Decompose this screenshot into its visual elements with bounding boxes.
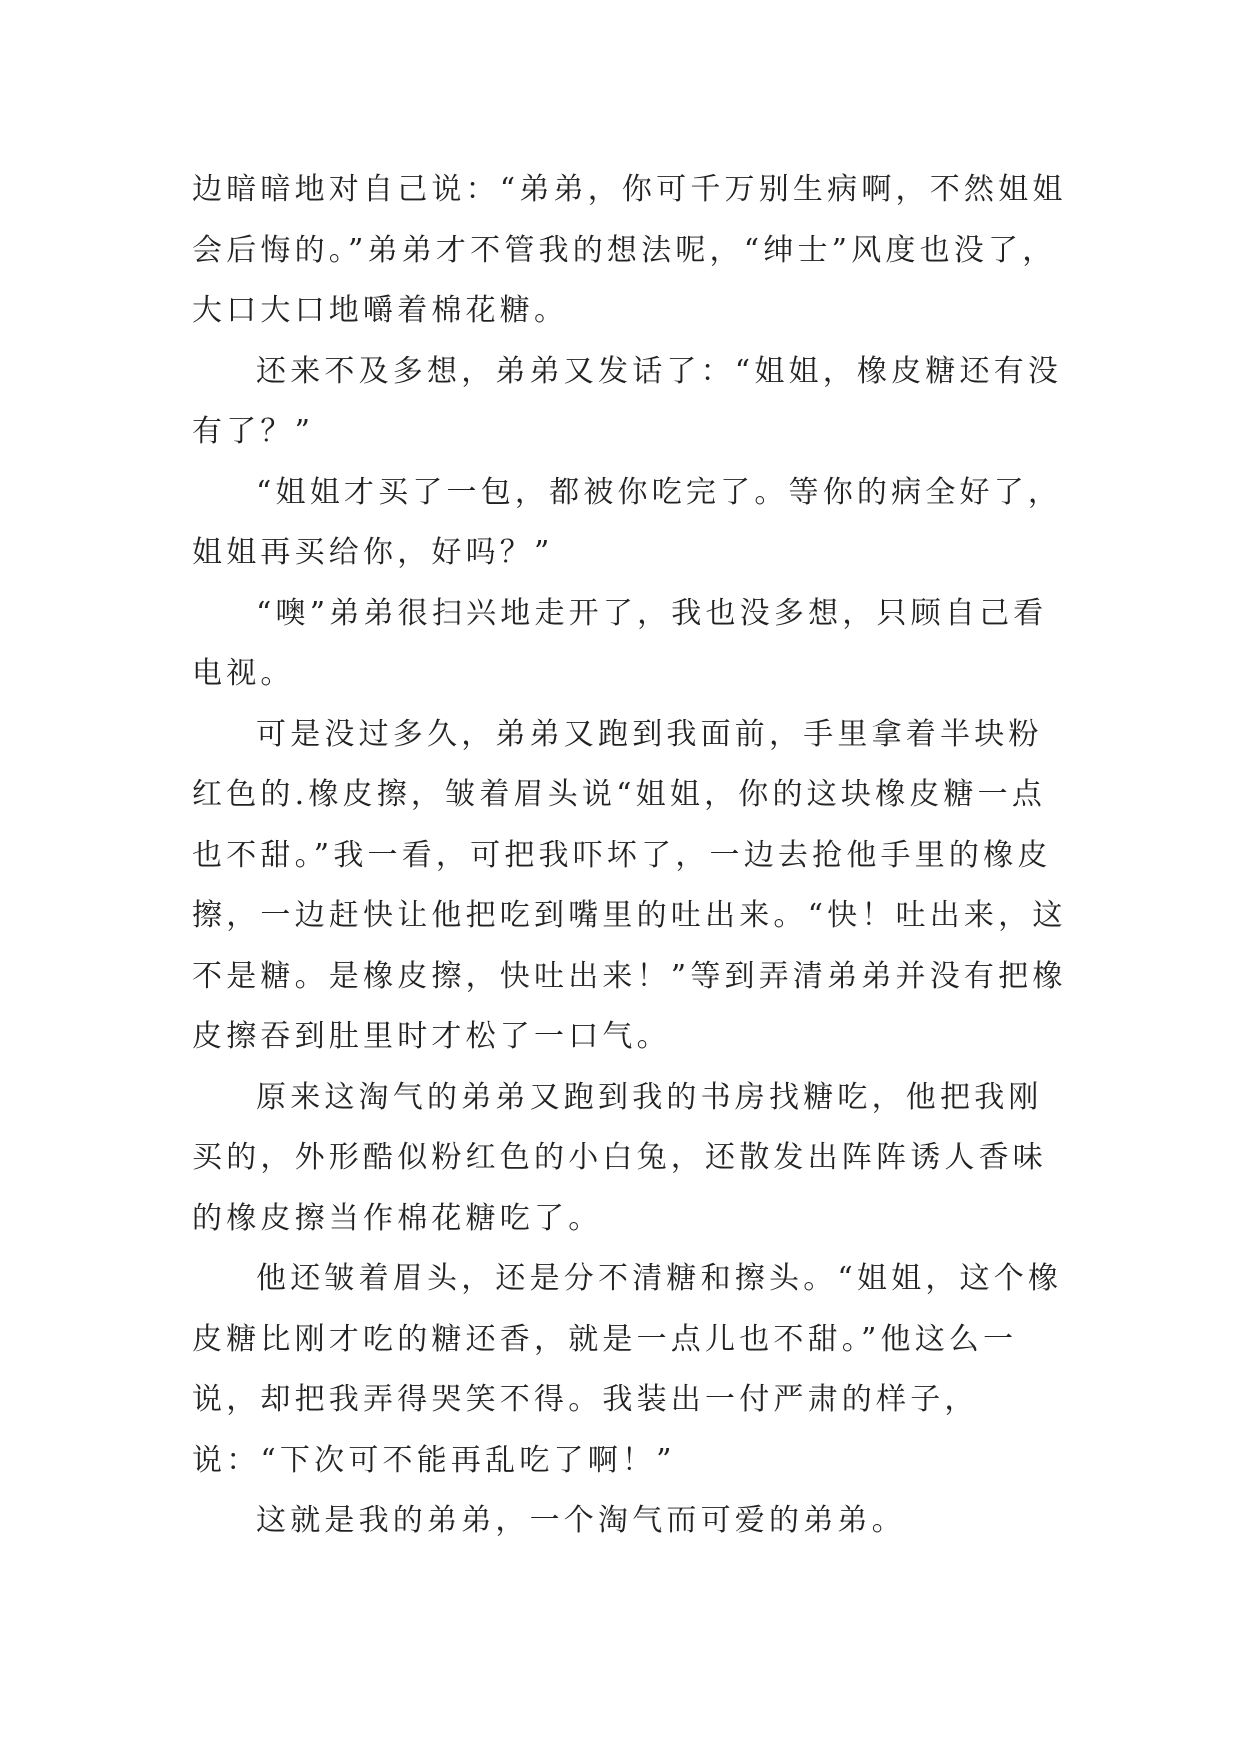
paragraph: 可是没过多久，弟弟又跑到我面前，手里拿着半块粉红色的.橡皮擦，皱着眉头说“姐姐，你的这块橡皮糖一点也不甜。”我一看，可把我吓坏了，一边去抢他手里的橡皮擦，一边赶快让他把吃到嘴里的吐出来。“快！吐出来，这不是糖。是橡皮擦，快吐出来！”等到弄清弟弟并没有把橡皮擦吞到肚里时才松了一口气。 (192, 716, 1067, 1054)
paragraph: “姐姐才买了一包，都被你吃完了。等你的病全好了，姐姐再买给你，好吗？” (192, 474, 1063, 570)
paragraph: 还来不及多想，弟弟又发话了：“姐姐，橡皮糖还有没有了？” (192, 353, 1063, 449)
paragraph-continuation: 边暗暗地对自己说：“弟弟，你可千万别生病啊，不然姐姐会后悔的。”弟弟才不管我的想法呢，“绅士”风度也没了，大口大口地嚼着棉花糖。 (192, 172, 1067, 328)
body-text (192, 160, 1072, 1552)
paragraph: 这就是我的弟弟，一个淘气而可爱的弟弟。 (256, 1503, 906, 1538)
paragraph: 他还皱着眉头，还是分不清糖和擦头。“姐姐，这个橡皮糖比刚才吃的糖还香，就是一点儿也不甜。”他这么一说，却把我弄得哭笑不得。我装出一付严肃的样子，说：“下次可不能再乱吃了啊！” (192, 1261, 1063, 1478)
paragraph: “噢”弟弟很扫兴地走开了，我也没多想，只顾自己看电视。 (192, 595, 1048, 691)
paragraph: 原来这淘气的弟弟又跑到我的书房找糖吃，他把我刚买的，外形酷似粉红色的小白兔，还散发出阵阵诱人香味的橡皮擦当作棉花糖吃了。 (192, 1079, 1047, 1236)
